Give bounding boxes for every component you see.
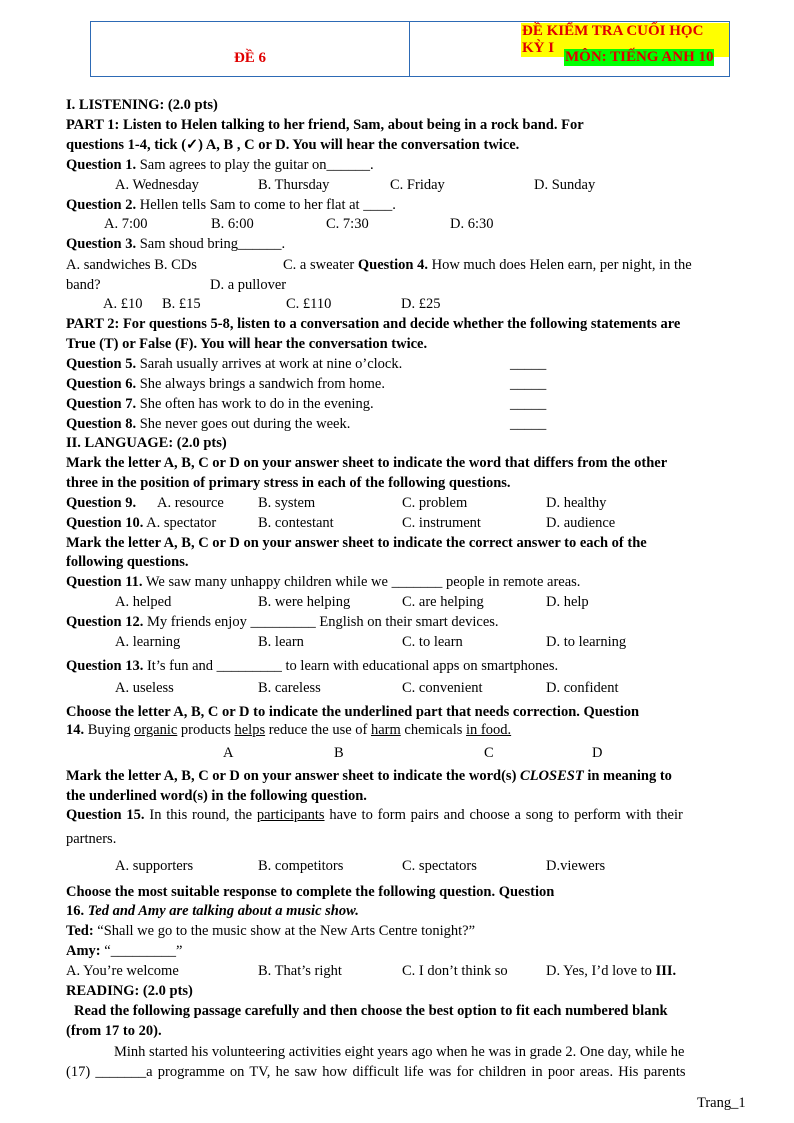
section-3-number: III. <box>655 963 677 979</box>
q16-option-c[interactable]: C. I don’t think so <box>402 963 508 979</box>
question-14: 14. Buying organic products helps reduce the use of harm chemicals in food. <box>66 722 512 738</box>
q2-option-b[interactable]: B. 6:00 <box>211 216 254 232</box>
q1-option-b[interactable]: B. Thursday <box>258 177 330 193</box>
header-left-cell <box>91 22 410 76</box>
q4-option-b[interactable]: B. £15 <box>162 296 201 312</box>
question-15: Question 15. In this round, the participants have to form pairs and choose a song to perform with their <box>66 807 683 823</box>
q14-label-c[interactable]: C <box>484 745 494 761</box>
q11-option-a[interactable]: A. helped <box>115 594 172 610</box>
question-8: Question 8. She never goes out during the week. <box>66 416 351 432</box>
q9-option-c[interactable]: C. problem <box>402 495 468 511</box>
question-10: Question 10. A. spectator <box>66 515 217 531</box>
grammar-instruction-line2: following questions. <box>66 554 189 570</box>
question-2: Question 2. Hellen tells Sam to come to her flat at ____. <box>66 197 396 213</box>
q15-option-d[interactable]: D.viewers <box>546 858 606 874</box>
part2-instruction-line2: True (T) or False (F). You will hear the conversation twice. <box>66 336 428 352</box>
q12-option-c[interactable]: C. to learn <box>402 634 463 650</box>
q5-answer-blank[interactable]: _____ <box>510 356 547 372</box>
response-instruction: Choose the most suitable response to complete the following question. Question <box>66 884 555 900</box>
reading-instruction-line1: Read the following passage carefully and then choose the best option to fit each numbered blank <box>74 1003 668 1019</box>
q4-continuation: band? <box>66 277 101 293</box>
q10-option-d[interactable]: D. audience <box>546 515 616 531</box>
header-table <box>90 21 730 77</box>
part2-instruction-line1: PART 2: For questions 5-8, listen to a conversation and decide whether the following statements are <box>66 316 681 332</box>
part1-instruction-line2: questions 1-4, tick (✓) A, B , C or D. You will hear the conversation twice. <box>66 137 520 153</box>
q9-option-d[interactable]: D. healthy <box>546 495 607 511</box>
q1-option-a[interactable]: A. Wednesday <box>115 177 199 193</box>
q13-option-d[interactable]: D. confident <box>546 680 619 696</box>
q12-option-b[interactable]: B. learn <box>258 634 304 650</box>
q14-underline-c: harm <box>370 722 401 738</box>
q16-option-b[interactable]: B. That’s right <box>258 963 342 979</box>
passage-line2: (17) _______a programme on TV, he saw how difficult life was for children in poor areas. His parents <box>66 1064 686 1080</box>
q14-underline-a: organic <box>134 722 178 738</box>
stress-instruction-line1: Mark the letter A, B, C or D on your answer sheet to indicate the word that differs from the other <box>66 455 668 471</box>
q12-option-d[interactable]: D. to learning <box>546 634 627 650</box>
q15-option-c[interactable]: C. spectators <box>402 858 477 874</box>
question-6: Question 6. She always brings a sandwich from home. <box>66 376 385 392</box>
exam-code: ĐỀ 6 <box>233 50 267 66</box>
q2-option-c[interactable]: C. 7:30 <box>326 216 369 232</box>
q12-option-a[interactable]: A. learning <box>115 634 181 650</box>
stress-instruction-line2: three in the position of primary stress in each of the following questions. <box>66 475 511 491</box>
q7-answer-blank[interactable]: _____ <box>510 396 547 412</box>
question-9: Question 9. <box>66 495 137 511</box>
q2-option-a[interactable]: A. 7:00 <box>104 216 148 232</box>
q14-label-b[interactable]: B <box>334 745 344 761</box>
listening-heading: I. LISTENING: (2.0 pts) <box>66 97 218 113</box>
page-number: Trang_1 <box>697 1095 746 1111</box>
grammar-instruction-line1: Mark the letter A, B, C or D on your answer sheet to indicate the correct answer to each of the <box>66 535 647 551</box>
q16-ted-line: Ted: “Shall we go to the music show at the New Arts Centre tonight?” <box>66 923 476 939</box>
question-7: Question 7. She often has work to do in the evening. <box>66 396 374 412</box>
question-16: 16. Ted and Amy are talking about a music show. <box>66 903 359 919</box>
q9-option-a[interactable]: A. resource <box>157 495 224 511</box>
question-11: Question 11. We saw many unhappy children while we _______ people in remote areas. <box>66 574 581 590</box>
reading-instruction-line2: (from 17 to 20). <box>66 1023 162 1039</box>
exam-title: ĐỀ KIỂM TRA CUỐI HỌC KỲ I <box>521 23 729 57</box>
question-5: Question 5. Sarah usually arrives at work at nine o’clock. <box>66 356 403 372</box>
language-heading: II. LANGUAGE: (2.0 pts) <box>66 435 227 451</box>
q4-option-a[interactable]: A. £10 <box>103 296 143 312</box>
synonym-instruction-line2: the underlined word(s) in the following question. <box>66 788 367 804</box>
q3-options-a-b[interactable]: A. sandwiches B. CDs <box>66 257 197 273</box>
q11-option-d[interactable]: D. help <box>546 594 589 610</box>
q16-option-a[interactable]: A. You’re welcome <box>66 963 179 979</box>
q2-option-d[interactable]: D. 6:30 <box>450 216 494 232</box>
q6-answer-blank[interactable]: _____ <box>510 376 547 392</box>
q8-answer-blank[interactable]: _____ <box>510 416 547 432</box>
passage-line1: Minh started his volunteering activities eight years ago when he was in grade 2. One day, while he <box>114 1044 685 1060</box>
q4-option-d[interactable]: D. £25 <box>401 296 441 312</box>
q15-option-b[interactable]: B. competitors <box>258 858 344 874</box>
q13-option-b[interactable]: B. careless <box>258 680 321 696</box>
q11-option-c[interactable]: C. are helping <box>402 594 484 610</box>
q1-option-c[interactable]: C. Friday <box>390 177 445 193</box>
question-13: Question 13. It’s fun and _________ to learn with educational apps on smartphones. <box>66 658 559 674</box>
reading-heading: READING: (2.0 pts) <box>66 983 193 999</box>
question-12: Question 12. My friends enjoy _________ English on their smart devices. <box>66 614 499 630</box>
q1-option-d[interactable]: D. Sunday <box>534 177 596 193</box>
q15-underlined-word: participants <box>256 807 325 823</box>
q14-underline-d: in food. <box>466 722 512 738</box>
question-1: Question 1. Sam agrees to play the guitar on______. <box>66 157 374 173</box>
q16-amy-line: Amy: “_________” <box>66 943 183 959</box>
q15-option-a[interactable]: A. supporters <box>115 858 194 874</box>
q15-continuation: partners. <box>66 831 117 847</box>
q4-option-c[interactable]: C. £110 <box>286 296 332 312</box>
part1-instruction-line1: PART 1: Listen to Helen talking to her friend, Sam, about being in a rock band. For <box>66 117 584 133</box>
q13-option-c[interactable]: C. convenient <box>402 680 483 696</box>
q10-option-c[interactable]: C. instrument <box>402 515 481 531</box>
q11-option-b[interactable]: B. were helping <box>258 594 351 610</box>
q14-label-d[interactable]: D <box>592 745 603 761</box>
q16-option-d[interactable]: D. Yes, I’d love to III. <box>546 963 677 979</box>
correction-instruction: Choose the letter A, B, C or D to indicate the underlined part that needs correction. Question <box>66 704 640 720</box>
q3-option-d[interactable]: D. a pullover <box>210 277 287 293</box>
q13-option-a[interactable]: A. useless <box>115 680 174 696</box>
q3-option-c-and-q4: C. a sweater Question 4. How much does Helen earn, per night, in the <box>283 257 692 273</box>
q10-option-b[interactable]: B. contestant <box>258 515 334 531</box>
exam-subject: MÔN: TIẾNG ANH 10 <box>565 49 714 65</box>
question-3: Question 3. Sam shoud bring______. <box>66 236 286 252</box>
q14-underline-b: helps <box>234 722 266 738</box>
synonym-instruction-line1: Mark the letter A, B, C or D on your answer sheet to indicate the word(s) CLOSEST in meaning to <box>66 768 672 784</box>
q14-label-a[interactable]: A <box>223 745 234 761</box>
q9-option-b[interactable]: B. system <box>258 495 316 511</box>
